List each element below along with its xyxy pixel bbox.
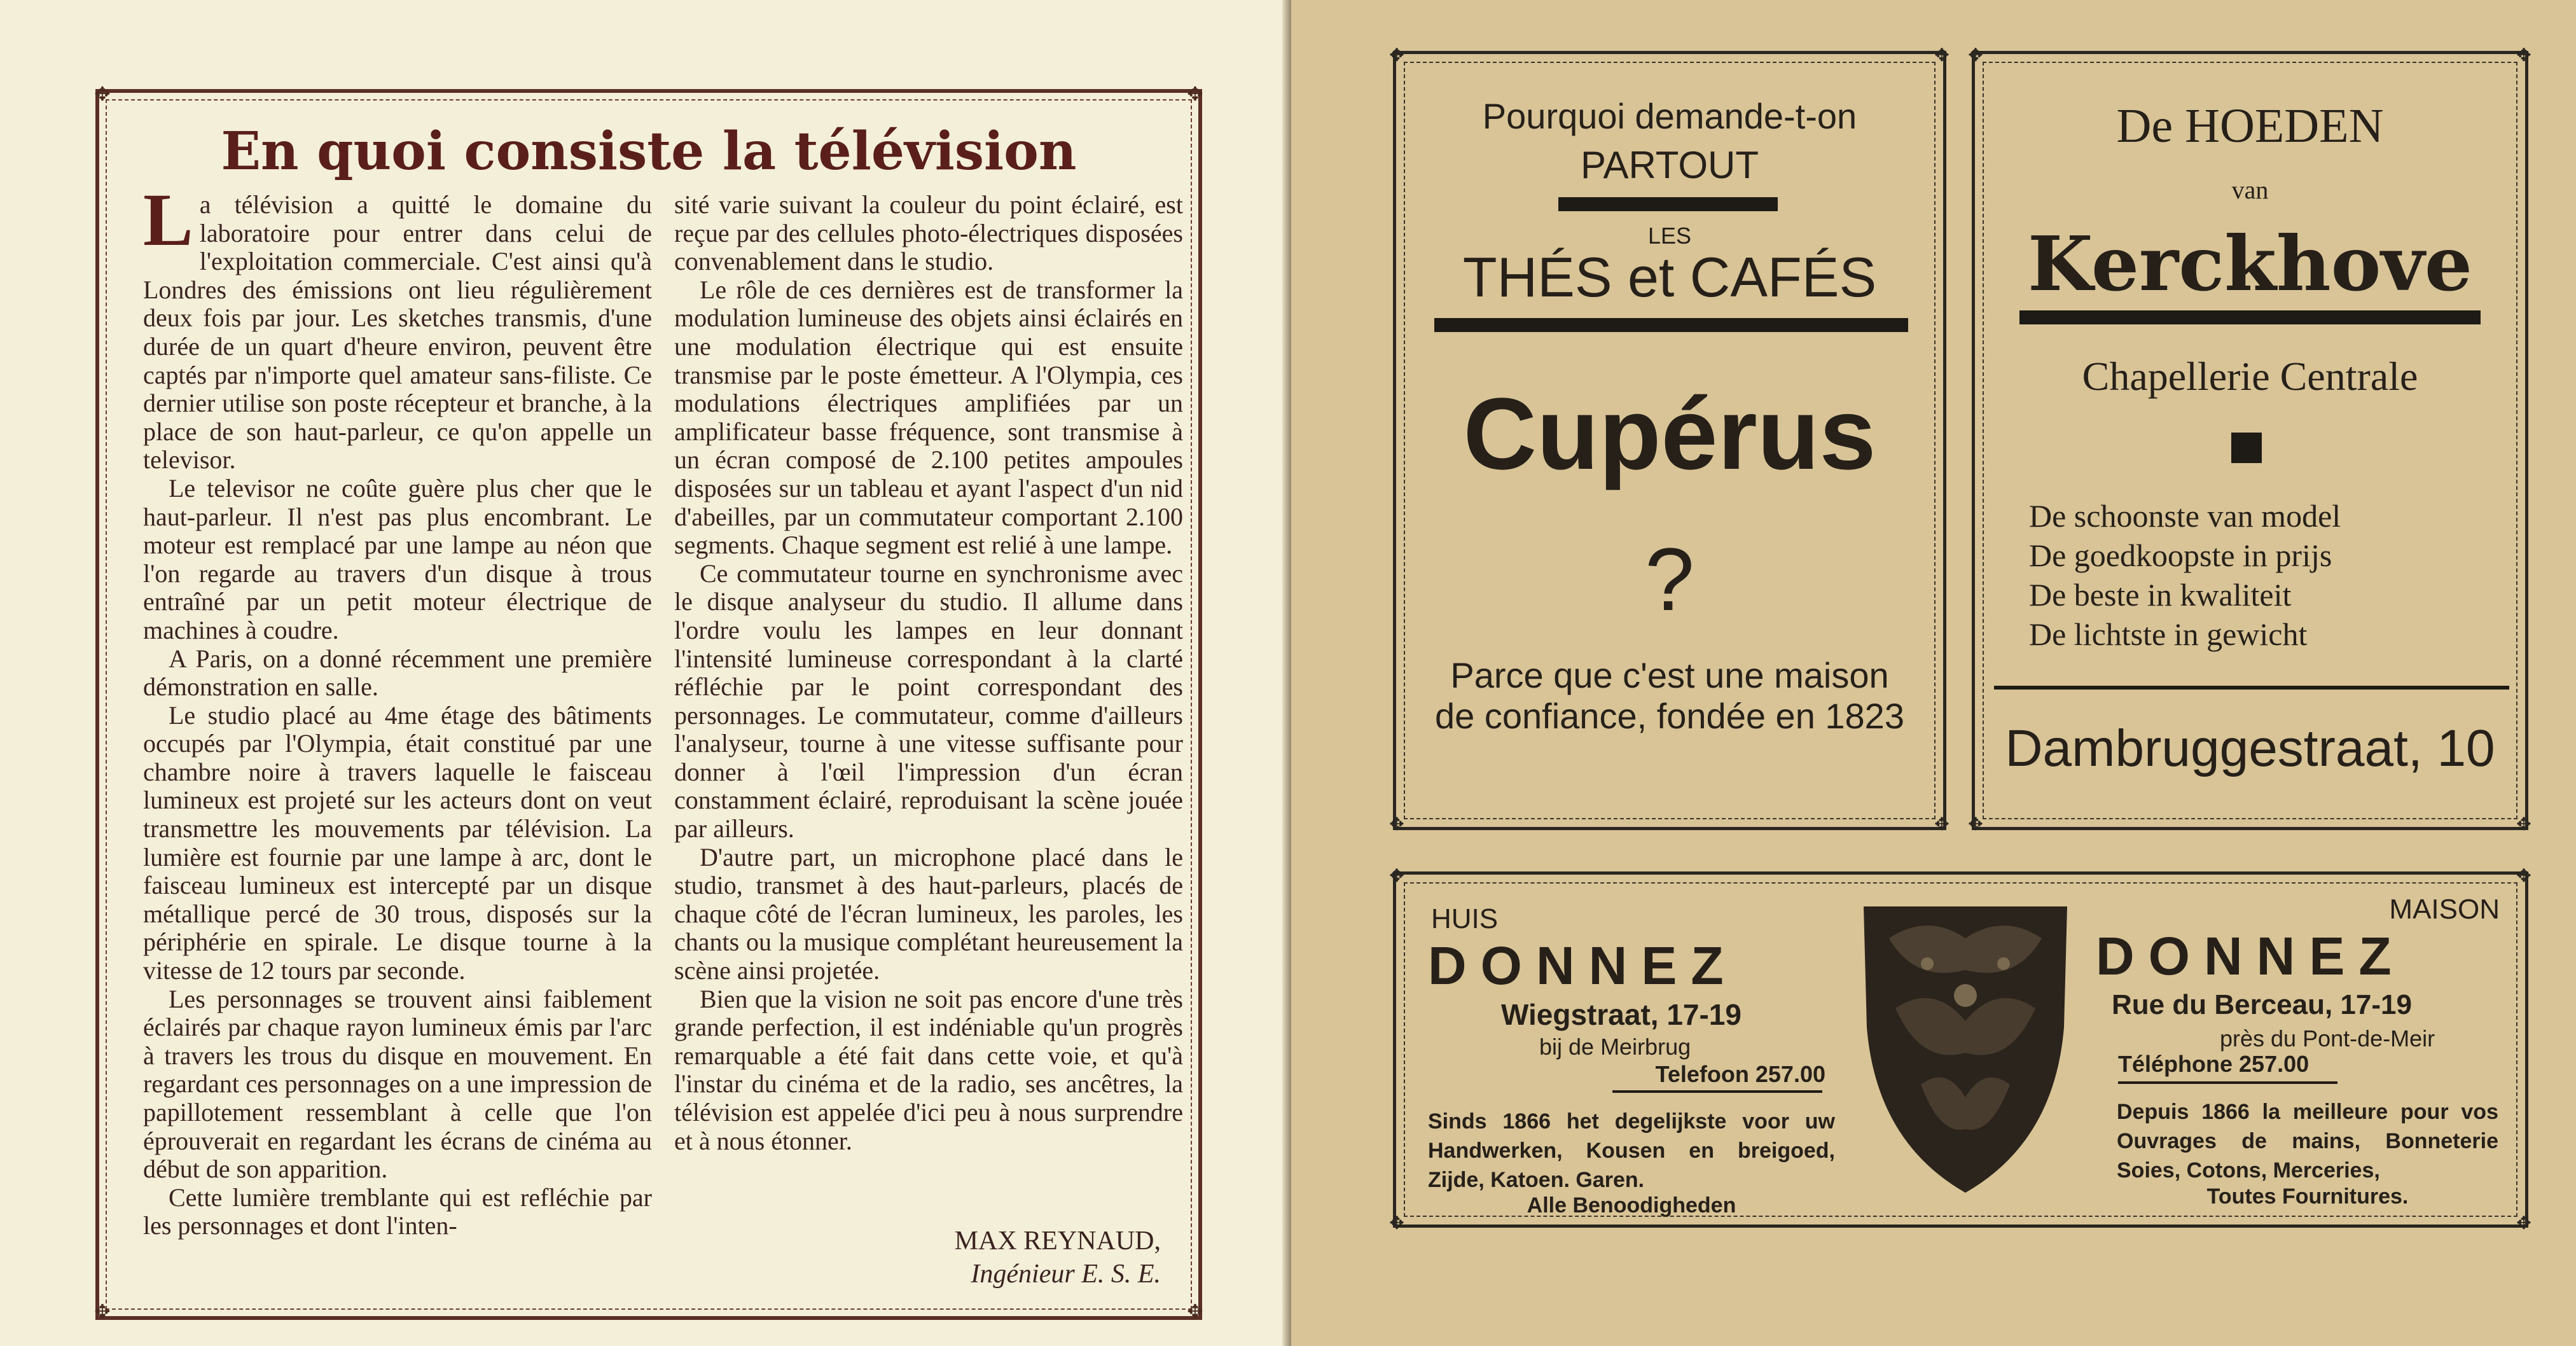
article-title: En quoi consiste la télévision <box>221 121 1077 182</box>
drop-cap: L <box>143 178 193 261</box>
ornament-icon: ✥ <box>1389 814 1404 835</box>
ad-donnez-left-desc: Sinds 1866 het degelijkste voor uw Handwerken, Kousen en breigoed, Zijde, Katoen. Garen. <box>1428 1109 1835 1192</box>
ad-donnez-right-street: Rue du Berceau, 17-19 <box>2112 989 2412 1020</box>
ad-kerckhove-brand: Kerckhove <box>2028 219 2472 308</box>
ornament-icon: ✥ <box>1934 814 1949 835</box>
ad-donnez-right-brand: DONNEZ <box>2096 926 2406 986</box>
right-page <box>1291 0 2576 1346</box>
article-paragraph: Cette lumière tremblante qui est refléchie par les personnages et dont l'inten- <box>143 1183 652 1240</box>
article-paragraph: A Paris, on a donné récemment une première démonstration en salle. <box>143 644 652 702</box>
list-item: De goedkoopste in prijs <box>2029 538 2332 573</box>
ad-donnez-right-phone: Téléphone 257.00 <box>2118 1051 2309 1077</box>
article-paragraph: D'autre part, un microphone placé dans le studio, transmet à des haut-parleurs, placés de chaque côté de l'écran lumineux, les paroles, les chants ou la musique complétant heureusement la scène ainsi projetée. <box>674 842 1183 985</box>
article-paragraph: Les personnages se trouvent ainsi faiblement éclairés par chaque rayon lumineux émis par l'arc à travers les trous du disque en mouvement. En regardant ces personnages on a une impression de papillotement ressemblant à celle que l'on éprouverait en regardant les écrans de cinéma au début de son apparition. <box>143 984 652 1184</box>
list-item: De schoonste van model <box>2029 498 2341 534</box>
bullet-square <box>2231 433 2262 463</box>
ornament-icon: ✥ <box>94 83 111 106</box>
ornament-icon: ✥ <box>1968 814 1983 835</box>
ad-cuperus-line2: PARTOUT <box>1580 144 1759 186</box>
ad-kerckhove-sub: Chapellerie Centrale <box>2082 354 2418 399</box>
list-item: De beste in kwaliteit <box>2029 577 2292 613</box>
divider <box>2118 1081 2337 1084</box>
article-column-1 <box>143 178 652 1285</box>
ad-donnez-left-phone: Telefoon 257.00 <box>1655 1061 1825 1087</box>
ad-donnez-left-brand: DONNEZ <box>1428 936 1738 996</box>
ad-kerckhove-head: De HOEDEN <box>2116 99 2384 153</box>
ornament-icon: ✥ <box>2516 814 2531 835</box>
ad-donnez-right-foot: Toutes Fournitures. <box>2206 1184 2409 1209</box>
author-signature <box>932 1225 1161 1291</box>
ornament-icon: ✥ <box>2516 865 2531 886</box>
ad-cuperus-line1: Pourquoi demande-t-on <box>1482 96 1857 136</box>
ornament-icon: ✥ <box>2516 45 2531 66</box>
ad-cuperus-brand: Cupérus <box>1463 377 1876 490</box>
article-paragraph: La télévision a quitté le domaine du laboratoire pour entrer dans celui de l'exploitation commerciale. C'est ainsi qu'à Londres des émissions ont lieu régulièrement deux fois par jour. Les sketches transmis, d'une durée de un quart d'heure environ, peuvent être captés par n'importe quel amateur sans-filiste. Ce dernier utilise son poste récepteur et branche, à la place de son haut-parleur, ce qu'on appelle un televisor. <box>143 178 652 475</box>
ad-kerckhove-list <box>2029 496 2474 654</box>
ad-cuperus-les: LES <box>1647 223 1692 249</box>
ad-kerckhove-address: Dambruggestraat, 10 <box>2005 719 2495 777</box>
divider <box>1434 318 1908 332</box>
ornament-icon: ✥ <box>1187 83 1203 106</box>
ad-donnez-left-near: bij de Meirbrug <box>1539 1034 1691 1060</box>
article-paragraph: Le televisor ne coûte guère plus cher que le haut-parleur. Il n'est pas plus encombrant. Le moteur est remplacé par une lampe au néon que l'on regarde au travers d'un disque à trous entraîné par un petit moteur électrique de machines à coudre. <box>143 473 652 644</box>
article-paragraph: Le rôle de ces dernières est de transformer la modulation lumineuse des objets ainsi éclairés en une modulation électrique qui est ensuite transmise par le poste émetteur. A l'Olympia, ces modulations électriques amplifiées par un amplificateur basse fréquence, sont transmise à un écran composé de 2.100 petites ampoules disposées sur un tableau et ayant l'aspect d'un nid d'abeilles, par un commutateur comportant 2.100 segments. Chaque segment est relié à une lampe. <box>674 275 1183 560</box>
divider <box>1558 197 1778 211</box>
author-name: MAX REYNAUD, <box>954 1226 1161 1256</box>
article-paragraph: Ce commutateur tourne en synchronisme avec le disque analyseur du studio. Il allume dans l'ordre voulu les lampes en leur donnant l'intensité lumineuse correspondant à la clarté réfléchie par le point correspondant des personnages. Le commutateur, comme d'ailleurs l'analyseur, tourne à une vitesse suffisante pour donner à l'œil l'impression d'un écran constamment éclairé, reproduisant la scène jouée par ailleurs. <box>674 559 1183 843</box>
list-item: De lichtste in gewicht <box>2029 616 2308 652</box>
ad-donnez-right-near: près du Pont-de-Meir <box>2220 1025 2435 1051</box>
lace-ornament-icon <box>1851 900 2080 1199</box>
article-paragraph: Bien que la vision ne soit pas encore d'une très grande perfection, il est indéniable qu'un progrès remarquable a été fait dans cette voie, et qu'à l'instar du cinéma et de la radio, ses ancêtres, la télévision est appelée d'ici peu à nous surprendre et à nous étonner. <box>674 984 1183 1155</box>
ad-cuperus-question: ? <box>1645 529 1694 629</box>
ad-donnez-right-label: MAISON <box>2389 894 2500 925</box>
article-paragraph: sité varie suivant la couleur du point éclairé, est reçue par des cellules photo-électriques disposées convenablement dans le studio. <box>674 190 1183 276</box>
ornament-icon: ✥ <box>1934 45 1949 66</box>
ad-cuperus-product: THÉS et CAFÉS <box>1462 246 1877 309</box>
ad-donnez-left-foot: Alle Benoodigheden <box>1527 1193 1736 1218</box>
ornament-icon: ✥ <box>1187 1301 1203 1323</box>
ad-cuperus-tagline: Parce que c'est une maison de confiance, fondée en 1823 <box>1435 655 1904 736</box>
ornament-icon: ✥ <box>1389 865 1404 886</box>
ad-donnez-right-desc: Depuis 1866 la meilleure pour vos Ouvrages de mains, Bonneterie Soies, Cotons, Merceries, <box>2117 1100 2498 1183</box>
divider <box>2019 310 2481 324</box>
divider <box>1612 1090 1822 1093</box>
article-paragraph: Le studio placé au 4me étage des bâtiments occupés par l'Olympia, était constitué par une chambre noire à travers laquelle le faisceau lumineux est projeté sur les acteurs dont on veut transmettre les mouvements par télévision. La lumière est fournie par une lampe à arc, dont le faisceau lumineux est intercepté par un disque métallique percé de 30 trous, disposés sur la périphérie en spirale. Le disque tourne à la vitesse de 12 tours par seconde. <box>143 700 652 985</box>
divider <box>1994 686 2509 690</box>
ornament-icon: ✥ <box>2516 1212 2531 1233</box>
ornament-icon: ✥ <box>1389 1212 1404 1233</box>
author-title: Ingénieur E. S. E. <box>971 1259 1161 1289</box>
ad-donnez-left-label: HUIS <box>1431 903 1499 934</box>
ad-donnez-left-street: Wiegstraat, 17-19 <box>1501 998 1742 1031</box>
ornament-icon: ✥ <box>1968 45 1983 66</box>
ad-kerckhove-van: van <box>2231 176 2269 204</box>
ornament-icon: ✥ <box>94 1301 111 1323</box>
article-column-2 <box>674 191 1183 1209</box>
ornament-icon: ✥ <box>1389 45 1404 66</box>
